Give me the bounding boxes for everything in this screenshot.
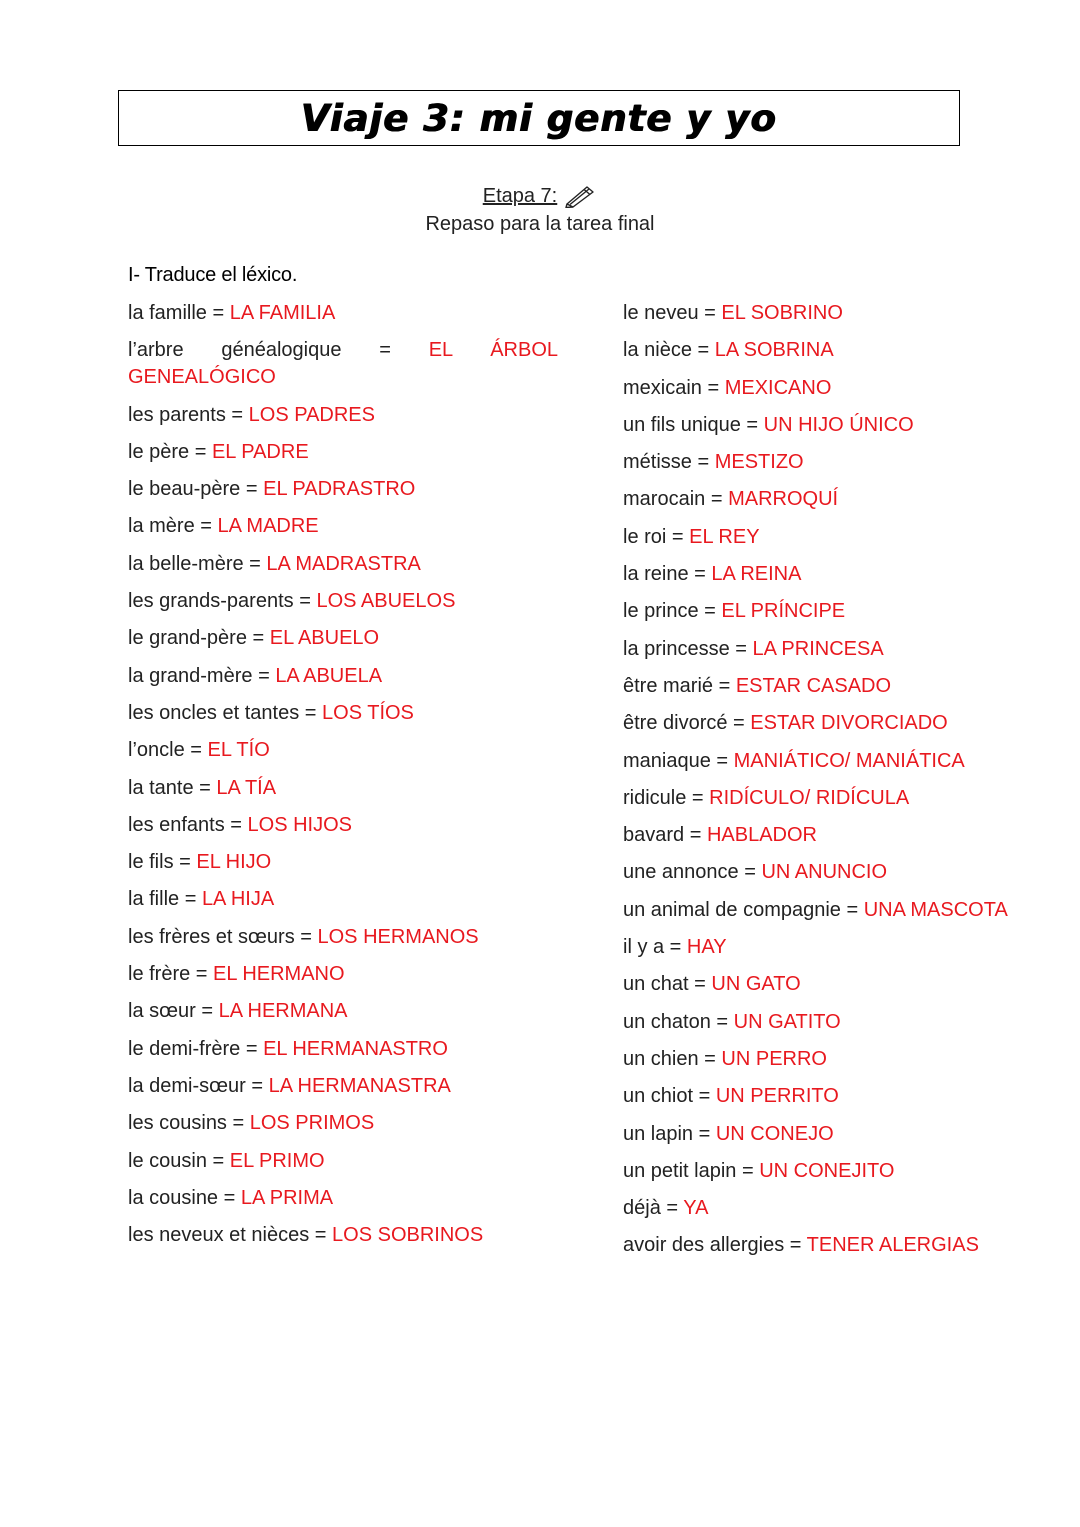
vocab-entry bbox=[128, 812, 558, 839]
french-term: métisse bbox=[623, 451, 692, 474]
section-heading: I- Traduce el léxico. bbox=[128, 264, 298, 286]
equals-sign: = bbox=[686, 786, 710, 809]
equals-sign: = bbox=[243, 552, 267, 575]
french-term: les cousins bbox=[128, 1112, 227, 1135]
french-term: la belle-mère bbox=[128, 552, 244, 575]
vocab-entry bbox=[128, 1073, 558, 1100]
vocab-entry bbox=[623, 785, 1053, 812]
vocab-entry bbox=[623, 822, 1053, 849]
equals-sign: = bbox=[698, 600, 722, 623]
french-term: le demi-frère bbox=[128, 1037, 241, 1060]
french-term: il y a bbox=[623, 936, 665, 959]
french-term: être divorcé bbox=[623, 712, 728, 735]
equals-sign: = bbox=[705, 488, 729, 511]
french-term: les oncles et tantes bbox=[128, 701, 300, 724]
spanish-translation: UN CONEJITO bbox=[759, 1159, 895, 1182]
spanish-translation: HAY bbox=[686, 936, 727, 959]
spanish-translation: LA HIJA bbox=[201, 888, 275, 911]
equals-sign: = bbox=[713, 674, 736, 697]
vocab-entry bbox=[623, 1158, 1053, 1185]
equals-sign: = bbox=[226, 1112, 250, 1135]
vocab-entry bbox=[623, 561, 1053, 588]
vocab-entry bbox=[128, 1110, 558, 1137]
spanish-translation: EL PRIMO bbox=[229, 1149, 325, 1172]
french-term: l’arbre généalogique bbox=[128, 339, 342, 362]
spanish-translation: UN ANUNCIO bbox=[761, 861, 888, 884]
french-term: être marié bbox=[623, 674, 714, 697]
spanish-translation: LA MADRE bbox=[217, 515, 319, 538]
equals-sign: = bbox=[206, 1149, 230, 1172]
stage-subtitle: Repaso para la tarea final bbox=[425, 213, 655, 235]
equals-sign: = bbox=[740, 413, 764, 436]
spanish-translation: EL ÁRBOL GENEALÓGICO bbox=[128, 339, 558, 389]
vocab-entry bbox=[128, 300, 558, 327]
vocab-entry bbox=[623, 673, 1053, 700]
spanish-translation: YA bbox=[683, 1197, 709, 1220]
vocab-entry bbox=[623, 449, 1053, 476]
vocab-entry bbox=[623, 1009, 1053, 1036]
french-term: une annonce bbox=[623, 861, 739, 884]
french-term: un fils unique bbox=[623, 413, 741, 436]
equals-sign: = bbox=[190, 963, 214, 986]
vocab-entry bbox=[623, 1232, 1053, 1259]
french-term: bavard bbox=[623, 824, 685, 847]
equals-sign: = bbox=[660, 1197, 684, 1220]
vocab-entry bbox=[623, 598, 1053, 625]
french-term: un chiot bbox=[623, 1085, 694, 1108]
french-term: un chien bbox=[623, 1047, 699, 1070]
spanish-translation: EL TÍO bbox=[207, 739, 270, 762]
spanish-translation: UN CONEJO bbox=[715, 1122, 834, 1145]
vocab-entry bbox=[623, 859, 1053, 886]
spanish-translation: LOS TÍOS bbox=[322, 701, 414, 724]
vocab-entry bbox=[128, 402, 558, 429]
vocab-entry bbox=[128, 625, 558, 652]
spanish-translation: UN GATO bbox=[711, 973, 801, 996]
vocab-entry bbox=[128, 439, 558, 466]
vocab-entry bbox=[128, 961, 558, 988]
french-term: l’oncle bbox=[128, 739, 185, 762]
vocab-entry bbox=[128, 588, 558, 615]
pencil-icon bbox=[563, 184, 597, 208]
spanish-translation: LA ABUELA bbox=[275, 664, 383, 687]
french-term: les parents bbox=[128, 403, 226, 426]
equals-sign: = bbox=[245, 1074, 269, 1097]
equals-sign: = bbox=[224, 813, 248, 836]
french-term: le roi bbox=[623, 525, 667, 548]
spanish-translation: MARROQUÍ bbox=[728, 488, 839, 511]
french-term: le grand-père bbox=[128, 627, 247, 650]
french-term: le père bbox=[128, 440, 190, 463]
vocab-entry bbox=[128, 849, 558, 876]
equals-sign: = bbox=[693, 1122, 716, 1145]
equals-sign: = bbox=[194, 515, 218, 538]
spanish-translation: UNA MASCOTA bbox=[863, 898, 1008, 921]
french-term: la mère bbox=[128, 515, 195, 538]
spanish-translation: EL ABUELO bbox=[269, 627, 380, 650]
equals-sign: = bbox=[240, 1037, 264, 1060]
equals-sign: = bbox=[738, 861, 762, 884]
equals-sign: = bbox=[293, 590, 317, 613]
equals-sign: = bbox=[193, 776, 217, 799]
equals-sign: = bbox=[684, 824, 707, 847]
french-term: marocain bbox=[623, 488, 706, 511]
spanish-translation: MEXICANO bbox=[724, 376, 832, 399]
stage-line bbox=[483, 182, 598, 210]
french-term: un chat bbox=[623, 973, 689, 996]
equals-sign: = bbox=[246, 627, 270, 650]
equals-sign: = bbox=[710, 749, 734, 772]
french-term: la grand-mère bbox=[128, 664, 253, 687]
equals-sign: = bbox=[666, 525, 690, 548]
equals-sign: = bbox=[698, 302, 722, 324]
spanish-translation: LA TÍA bbox=[216, 776, 277, 799]
french-term: le fils bbox=[128, 851, 174, 874]
vocab-entry bbox=[128, 1036, 558, 1063]
french-term: le cousin bbox=[128, 1149, 207, 1172]
spanish-translation: MESTIZO bbox=[714, 451, 804, 474]
equals-sign: = bbox=[729, 637, 753, 660]
equals-sign: = bbox=[195, 1000, 219, 1023]
vocab-entry bbox=[623, 971, 1053, 998]
spanish-translation: LOS PRIMOS bbox=[249, 1112, 375, 1135]
spanish-translation: EL REY bbox=[689, 525, 760, 548]
vocab-entry bbox=[128, 886, 558, 913]
equals-sign: = bbox=[240, 478, 264, 501]
spanish-translation: UN HIJO ÚNICO bbox=[763, 413, 914, 436]
french-term: un animal de compagnie bbox=[623, 898, 841, 921]
vocab-entry bbox=[623, 1121, 1053, 1148]
spanish-translation: EL PRÍNCIPE bbox=[721, 600, 846, 623]
equals-sign: = bbox=[691, 339, 715, 362]
equals-sign: = bbox=[173, 851, 197, 874]
equals-sign: = bbox=[784, 1234, 807, 1257]
vocab-entry bbox=[128, 337, 558, 391]
vocab-entry bbox=[623, 300, 1053, 327]
vocab-entry bbox=[128, 663, 558, 690]
spanish-translation: LOS PADRES bbox=[248, 403, 375, 426]
french-term: les frères et sœurs bbox=[128, 925, 295, 948]
french-term: les grands-parents bbox=[128, 590, 294, 613]
equals-sign: = bbox=[184, 739, 208, 762]
equals-sign: = bbox=[693, 1085, 716, 1108]
vocab-entry bbox=[128, 1222, 558, 1249]
vocab-entry bbox=[623, 934, 1053, 961]
vocab-entry bbox=[623, 636, 1053, 663]
vocab-entry bbox=[623, 412, 1053, 439]
french-term: la tante bbox=[128, 776, 194, 799]
spanish-translation: LOS ABUELOS bbox=[316, 590, 456, 613]
equals-sign: = bbox=[727, 712, 751, 735]
equals-sign: = bbox=[309, 1224, 333, 1247]
page-title: Viaje 3: mi gente y yo bbox=[301, 96, 777, 140]
vocab-entry bbox=[128, 700, 558, 727]
spanish-translation: LA PRINCESA bbox=[752, 637, 884, 660]
french-term: déjà bbox=[623, 1197, 661, 1220]
spanish-translation: EL HERMANO bbox=[213, 963, 345, 986]
spanish-translation: EL HERMANASTRO bbox=[263, 1037, 448, 1060]
equals-sign: = bbox=[179, 888, 202, 911]
vocab-entry bbox=[623, 710, 1053, 737]
stage-header bbox=[0, 182, 1080, 238]
spanish-translation: LA REINA bbox=[711, 563, 802, 586]
spanish-translation: LA SOBRINA bbox=[714, 339, 834, 362]
vocab-entry bbox=[623, 375, 1053, 402]
french-term: la sœur bbox=[128, 1000, 196, 1023]
title-box bbox=[118, 90, 960, 146]
spanish-translation: LA HERMANASTRA bbox=[268, 1074, 451, 1097]
spanish-translation: MANIÁTICO/ MANIÁTICA bbox=[733, 749, 965, 772]
vocab-entry bbox=[128, 924, 558, 951]
spanish-translation: HABLADOR bbox=[706, 824, 817, 847]
equals-sign: = bbox=[294, 925, 318, 948]
equals-sign: = bbox=[189, 440, 212, 463]
vocab-entry bbox=[623, 486, 1053, 513]
vocab-entry bbox=[623, 748, 1053, 775]
spanish-translation: EL PADRASTRO bbox=[263, 478, 416, 501]
stage-label: Etapa 7: bbox=[482, 185, 558, 207]
french-term: le frère bbox=[128, 963, 191, 986]
french-term: mexicain bbox=[623, 376, 702, 399]
equals-sign: = bbox=[664, 936, 687, 959]
vocab-entry bbox=[128, 1185, 558, 1212]
vocab-entry bbox=[623, 1195, 1053, 1222]
vocab-entry bbox=[623, 897, 1053, 924]
vocab-entry bbox=[623, 1046, 1053, 1073]
vocab-entry bbox=[128, 551, 558, 578]
spanish-translation: EL SOBRINO bbox=[721, 302, 843, 324]
spanish-translation: UN PERRITO bbox=[715, 1085, 839, 1108]
vocab-entry bbox=[128, 476, 558, 503]
equals-sign: = bbox=[225, 403, 249, 426]
french-term: la cousine bbox=[128, 1186, 219, 1209]
equals-sign: = bbox=[691, 451, 715, 474]
spanish-translation: TENER ALERGIAS bbox=[806, 1234, 979, 1257]
french-term: la famille bbox=[128, 302, 207, 324]
vocab-entry bbox=[128, 1148, 558, 1175]
vocab-entry bbox=[623, 337, 1053, 364]
spanish-translation: LA HERMANA bbox=[218, 1000, 348, 1023]
spanish-translation: LOS SOBRINOS bbox=[332, 1224, 484, 1247]
vocab-entry bbox=[128, 737, 558, 764]
spanish-translation: RIDÍCULO/ RIDÍCULA bbox=[709, 786, 910, 809]
equals-sign: = bbox=[252, 664, 276, 687]
equals-sign: = bbox=[698, 1047, 722, 1070]
french-term: le neveu bbox=[623, 302, 699, 324]
french-term: avoir des allergies bbox=[623, 1234, 785, 1257]
vocab-column-left bbox=[128, 300, 558, 1259]
vocab-entry bbox=[128, 775, 558, 802]
equals-sign: = bbox=[736, 1159, 760, 1182]
equals-sign: = bbox=[701, 376, 725, 399]
spanish-translation: LA PRIMA bbox=[240, 1186, 334, 1209]
vocab-entry bbox=[128, 998, 558, 1025]
equals-sign: = bbox=[299, 701, 323, 724]
french-term: la fille bbox=[128, 888, 180, 911]
spanish-translation: LA FAMILIA bbox=[229, 302, 336, 324]
french-term: maniaque bbox=[623, 749, 711, 772]
french-term: le beau-père bbox=[128, 478, 241, 501]
french-term: la princesse bbox=[623, 637, 730, 660]
french-term: la reine bbox=[623, 563, 689, 586]
spanish-translation: LOS HERMANOS bbox=[317, 925, 479, 948]
vocab-entry bbox=[623, 1083, 1053, 1110]
equals-sign: = bbox=[688, 563, 712, 586]
french-term: les neveux et nièces bbox=[128, 1224, 310, 1247]
french-term: un petit lapin bbox=[623, 1159, 737, 1182]
vocab-entry bbox=[623, 524, 1053, 551]
spanish-translation: EL HIJO bbox=[196, 851, 272, 874]
spanish-translation: UN PERRO bbox=[721, 1047, 827, 1070]
spanish-translation: ESTAR DIVORCIADO bbox=[750, 712, 948, 735]
spanish-translation: LOS HIJOS bbox=[247, 813, 353, 836]
spanish-translation: ESTAR CASADO bbox=[735, 674, 892, 697]
french-term: la demi-sœur bbox=[128, 1074, 246, 1097]
vocab-entry bbox=[128, 513, 558, 540]
equals-sign: = bbox=[840, 898, 864, 921]
french-term: ridicule bbox=[623, 786, 687, 809]
equals-sign: = bbox=[688, 973, 712, 996]
equals-sign: = bbox=[206, 302, 230, 324]
spanish-translation: UN GATITO bbox=[733, 1010, 841, 1033]
equals-sign: = bbox=[218, 1186, 241, 1209]
french-term: un chaton bbox=[623, 1010, 711, 1033]
french-term: la nièce bbox=[623, 339, 692, 362]
equals-sign: = bbox=[710, 1010, 734, 1033]
french-term: le prince bbox=[623, 600, 699, 623]
spanish-translation: LA MADRASTRA bbox=[266, 552, 421, 575]
vocab-column-right bbox=[623, 300, 1053, 1270]
equals-sign: = bbox=[341, 339, 429, 362]
french-term: les enfants bbox=[128, 813, 225, 836]
french-term: un lapin bbox=[623, 1122, 694, 1145]
spanish-translation: EL PADRE bbox=[211, 440, 309, 463]
